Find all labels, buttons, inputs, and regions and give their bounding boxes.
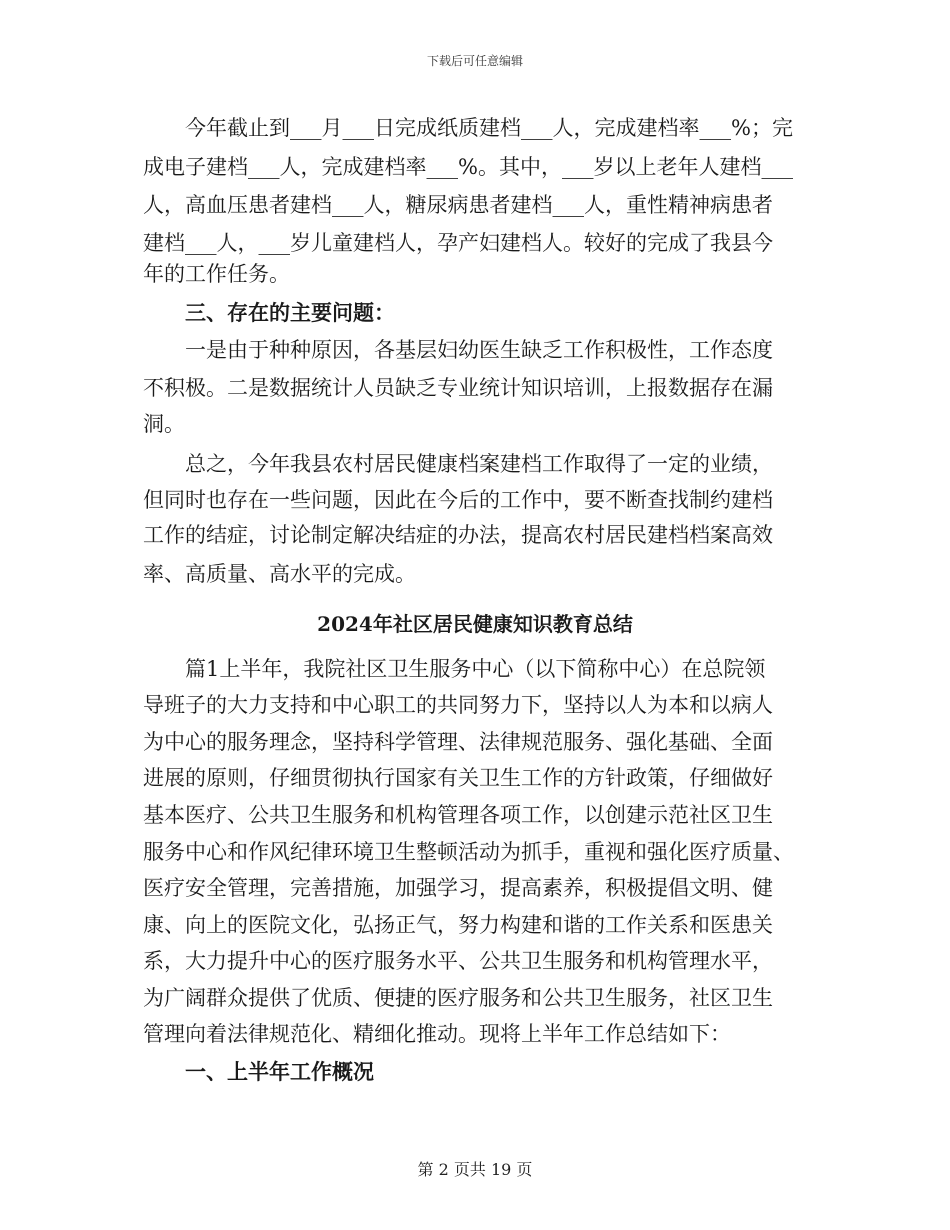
- paragraph-line: 年的工作任务。: [143, 262, 290, 286]
- paragraph-line: 为广阔群众提供了优质、便捷的医疗服务和公共卫生服务，社区卫生: [143, 986, 773, 1010]
- paragraph-line: 率、高质量、高水平的完成。: [143, 562, 416, 586]
- paragraph-line: 管理向着法律规范化、精细化推动。现将上半年工作总结如下：: [143, 1022, 731, 1046]
- paragraph-line: 进展的原则，仔细贯彻执行国家有关卫生工作的方针政策，仔细做好: [143, 766, 773, 790]
- paragraph-line: 系，大力提升中心的医疗服务水平、公共卫生服务和机构管理水平，: [143, 949, 773, 973]
- paragraph-line: 医疗安全管理，完善措施，加强学习，提高素养，积极提倡文明、健: [143, 876, 773, 900]
- paragraph-line: 导班子的大力支持和中心职工的共同努力下，坚持以人为本和以病人: [143, 693, 773, 717]
- paragraph-line: 篇1上半年，我院社区卫生服务中心（以下简称中心）在总院领: [143, 657, 766, 681]
- paragraph-line: 工作的结症，讨论制定解决结症的办法，提高农村居民建档档案高效: [143, 523, 773, 547]
- paragraph-line: 人，高血压患者建档___人，糖尿病患者建档___人，重性精神病患者: [143, 193, 773, 217]
- section-heading: 一、上半年工作概况: [143, 1059, 374, 1084]
- paragraph-line: 建档___人，___岁儿童建档人，孕产妇建档人。较好的完成了我县今: [143, 231, 773, 255]
- paragraph-line: 但同时也存在一些问题，因此在今后的工作中，要不断查找制约建档: [143, 488, 773, 512]
- paragraph-line: 洞。: [143, 412, 185, 436]
- paragraph-line: 成电子建档___人，完成建档率___%。其中，___岁以上老年人建档___: [143, 155, 793, 179]
- paragraph-line: 为中心的服务理念，坚持科学管理、法律规范服务、强化基础、全面: [143, 730, 773, 754]
- paragraph-line: 康、向上的医院文化，弘扬正气，努力构建和谐的工作关系和医患关: [143, 913, 773, 937]
- paragraph-line: 不积极。二是数据统计人员缺乏专业统计知识培训，上报数据存在漏: [143, 376, 773, 400]
- page-header: 下载后可任意编辑: [426, 54, 523, 68]
- paragraph-line: 今年截止到___月___日完成纸质建档___人，完成建档率___%；完: [143, 116, 793, 140]
- paragraph-line: 一是由于种种原因，各基层妇幼医生缺乏工作积极性，工作态度: [143, 338, 773, 362]
- page-footer: 第 2 页共 19 页: [417, 1160, 533, 1179]
- paragraph-line: 基本医疗、公共卫生服务和机构管理各项工作，以创建示范社区卫生: [143, 803, 773, 827]
- section-heading: 三、存在的主要问题：: [143, 300, 395, 325]
- paragraph-line: 总之，今年我县农村居民健康档案建档工作取得了一定的业绩，: [143, 452, 773, 476]
- paragraph-line: 服务中心和作风纪律环境卫生整顿活动为抓手，重视和强化医疗质量、: [143, 840, 794, 864]
- document-title: 2024年社区居民健康知识教育总结: [317, 612, 633, 636]
